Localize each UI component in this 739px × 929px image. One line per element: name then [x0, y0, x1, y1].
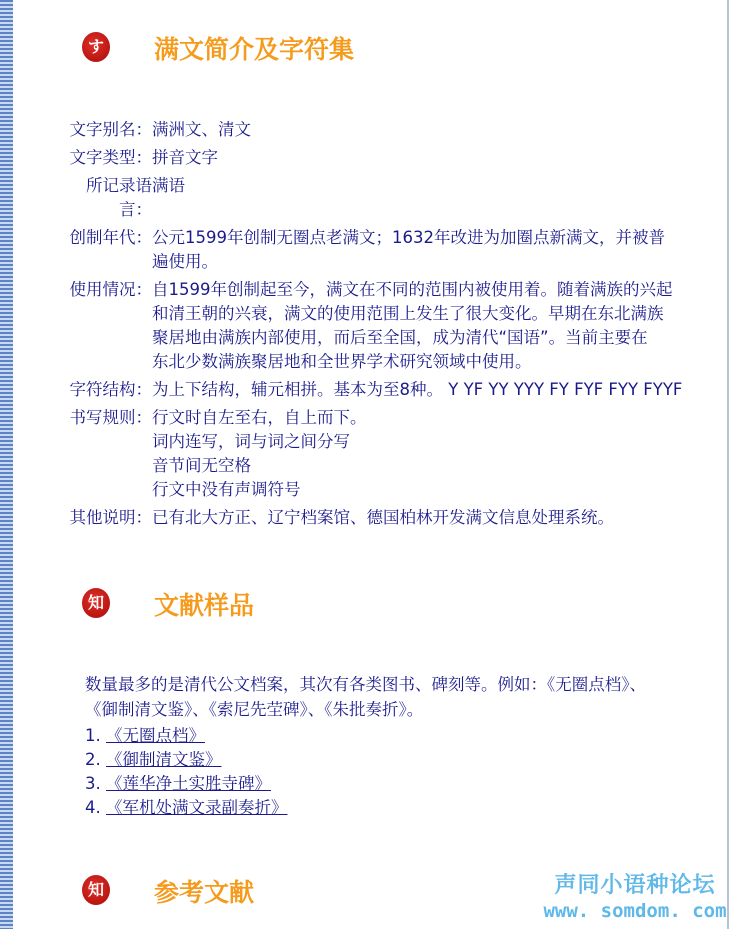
intro-title: 满文简介及字符集: [154, 35, 355, 64]
references-title: 参考文献: [154, 878, 255, 907]
site-watermark: [540, 872, 730, 922]
usage-line: 和清王朝的兴衰，满文的使用范围上发生了很大变化。早期在东北满族: [152, 304, 664, 323]
alias-value: [152, 118, 726, 142]
right-border-line: [727, 0, 729, 929]
usage-value: [152, 278, 726, 374]
red-seal-icon: す: [82, 32, 110, 62]
other-value: [152, 506, 726, 530]
other-label: 其他说明：: [69, 508, 152, 527]
type-line: 拼音文字: [152, 148, 218, 167]
created-line: 公元1599年创制无圈点老满文；1632年改进为加圈点新满文，并被普: [152, 228, 665, 247]
info-table: [56, 118, 726, 530]
samples-desc-line: 《御制清文鉴》、《索尼先茔碑》、《朱批奏折》。: [85, 700, 424, 719]
alias-line: 满洲文、清文: [152, 120, 251, 139]
info-row-alias: [56, 118, 726, 142]
usage-line: 自1599年创制起至今，满文在不同的范围内被使用着。随着满族的兴起: [152, 280, 673, 299]
list-item: [85, 796, 306, 820]
type-value: [152, 146, 726, 170]
alias-label: 文字别名：: [69, 120, 152, 139]
info-row-structure: [56, 378, 726, 402]
sample-link-wuquandiandang[interactable]: 《无圈点档》: [106, 726, 205, 745]
writing-line: 音节间无空格: [152, 456, 251, 475]
language-line: 满语: [152, 176, 185, 195]
created-line: 遍使用。: [152, 252, 218, 271]
writing-line: 行文中没有声调符号: [152, 480, 301, 499]
usage-line: 聚居地由满族内部使用，而后至全国，成为清代“国语”。当前主要在: [152, 328, 648, 347]
watermark-url: www. somdom. com: [543, 900, 727, 922]
list-number: 1.: [85, 726, 101, 745]
sample-link-junjichu[interactable]: 《军机处满文录副奏折》: [106, 798, 288, 817]
usage-line: 东北少数满族聚居地和全世界学术研究领域中使用。: [152, 352, 532, 371]
writing-line: 词内连写，词与词之间分写: [152, 432, 350, 451]
info-row-type: [56, 146, 726, 170]
list-number: 2.: [85, 750, 101, 769]
red-seal-icon: 知: [82, 588, 110, 618]
watermark-site-name: 声同小语种论坛: [554, 873, 716, 898]
samples-list: [85, 724, 306, 820]
list-item: [85, 724, 306, 748]
list-number: 4.: [85, 798, 101, 817]
structure-line: 为上下结构，辅元相拼。基本为至8种。 Y YF YY YYY FY FYF FYY FYYF: [152, 380, 683, 399]
sample-link-yuzhiqingwenjian[interactable]: 《御制清文鉴》: [106, 750, 222, 769]
info-row-other: [56, 506, 726, 530]
red-seal-icon: 知: [82, 875, 110, 905]
language-value: [152, 174, 726, 222]
structure-value: [152, 378, 726, 402]
list-item: [85, 772, 306, 796]
samples-desc-line: 数量最多的是清代公文档案，其次有各类图书、碑刻等。例如：《无圈点档》、: [85, 675, 646, 694]
writing-value: [152, 406, 726, 502]
writing-label: 书写规则：: [69, 408, 152, 427]
info-row-writing: [56, 406, 726, 502]
info-row-language: [56, 174, 726, 222]
left-decorative-stripe: [0, 0, 13, 929]
list-number: 3.: [85, 774, 101, 793]
samples-title: 文献样品: [154, 591, 255, 620]
created-label: 创制年代：: [69, 228, 152, 247]
usage-label: 使用情况：: [69, 280, 152, 299]
list-item: [85, 748, 306, 772]
sample-link-lianhuajingtu[interactable]: 《莲华净土实胜寺碑》: [106, 774, 271, 793]
structure-label: 字符结构：: [69, 380, 152, 399]
info-row-created: [56, 226, 726, 274]
type-label: 文字类型：: [69, 148, 152, 167]
info-row-usage: [56, 278, 726, 374]
created-value: [152, 226, 726, 274]
samples-description: [85, 672, 725, 722]
other-line: 已有北大方正、辽宁档案馆、德国柏林开发满文信息处理系统。: [152, 508, 614, 527]
writing-line: 行文时自左至右，自上而下。: [152, 408, 367, 427]
language-label: 所记录语 言：: [86, 176, 152, 219]
